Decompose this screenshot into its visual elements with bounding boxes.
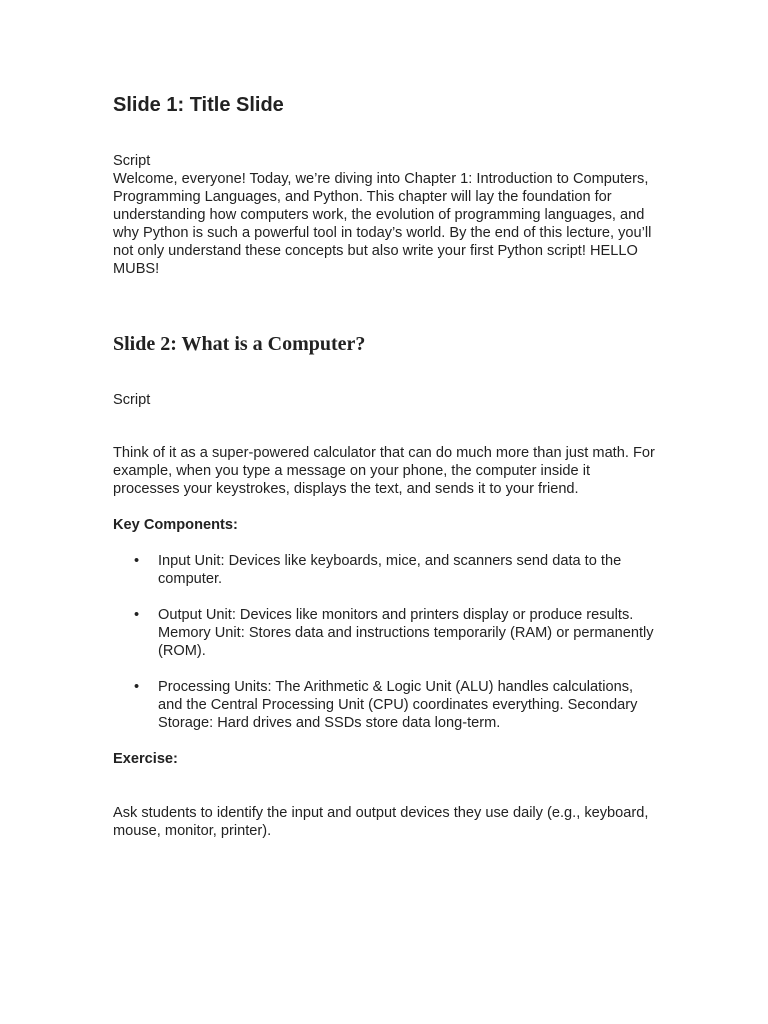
bullet-icon: • [134,553,140,569]
list-item-text: Output Unit: Devices like monitors and printers display or produce results. Memory Unit: Stores data and instructions temporarily (RAM) or permanently (ROM). [158,607,654,659]
slide2-title: Slide 2: What is a Computer? [113,333,366,355]
bullet-icon: • [134,607,140,623]
list-item-text: Input Unit: Devices like keyboards, mice, and scanners send data to the computer. [158,553,622,587]
key-components-heading: Key Components: [113,517,238,533]
list-item [113,606,658,660]
exercise-heading: Exercise: [113,751,178,767]
bullet-icon: • [134,679,140,695]
exercise-text: Ask students to identify the input and output devices they use daily (e.g., keyboard, mouse, monitor, printer). [113,805,649,839]
slide1-title: Slide 1: Title Slide [113,94,284,116]
slide1-script-text: Welcome, everyone! Today, we’re diving into Chapter 1: Introduction to Computers, Programming Languages, and Python. This chapter will lay the foundation for understanding how computers work, the evolution of programming languages, and why Python is such a powerful tool in today’s world. By the end of this lecture, you’ll not only understand these concepts but also write your first Python script! HELLO MUBS! [113,171,652,277]
list-item [113,678,658,732]
list-item-text: Processing Units: The Arithmetic & Logic Unit (ALU) handles calculations, and the Central Processing Unit (CPU) coordinates everything. Secondary Storage: Hard drives and SSDs store data long-term. [158,679,638,731]
slide2-intro-text: Think of it as a super-powered calculator that can do much more than just math. For example, when you type a message on your phone, the computer inside it processes your keystrokes, displays the text, and sends it to your friend. [113,445,655,497]
slide1-script-label: Script [113,153,151,169]
list-item [113,552,658,588]
key-components-list [113,552,658,750]
slide2-script-label: Script [113,392,151,408]
